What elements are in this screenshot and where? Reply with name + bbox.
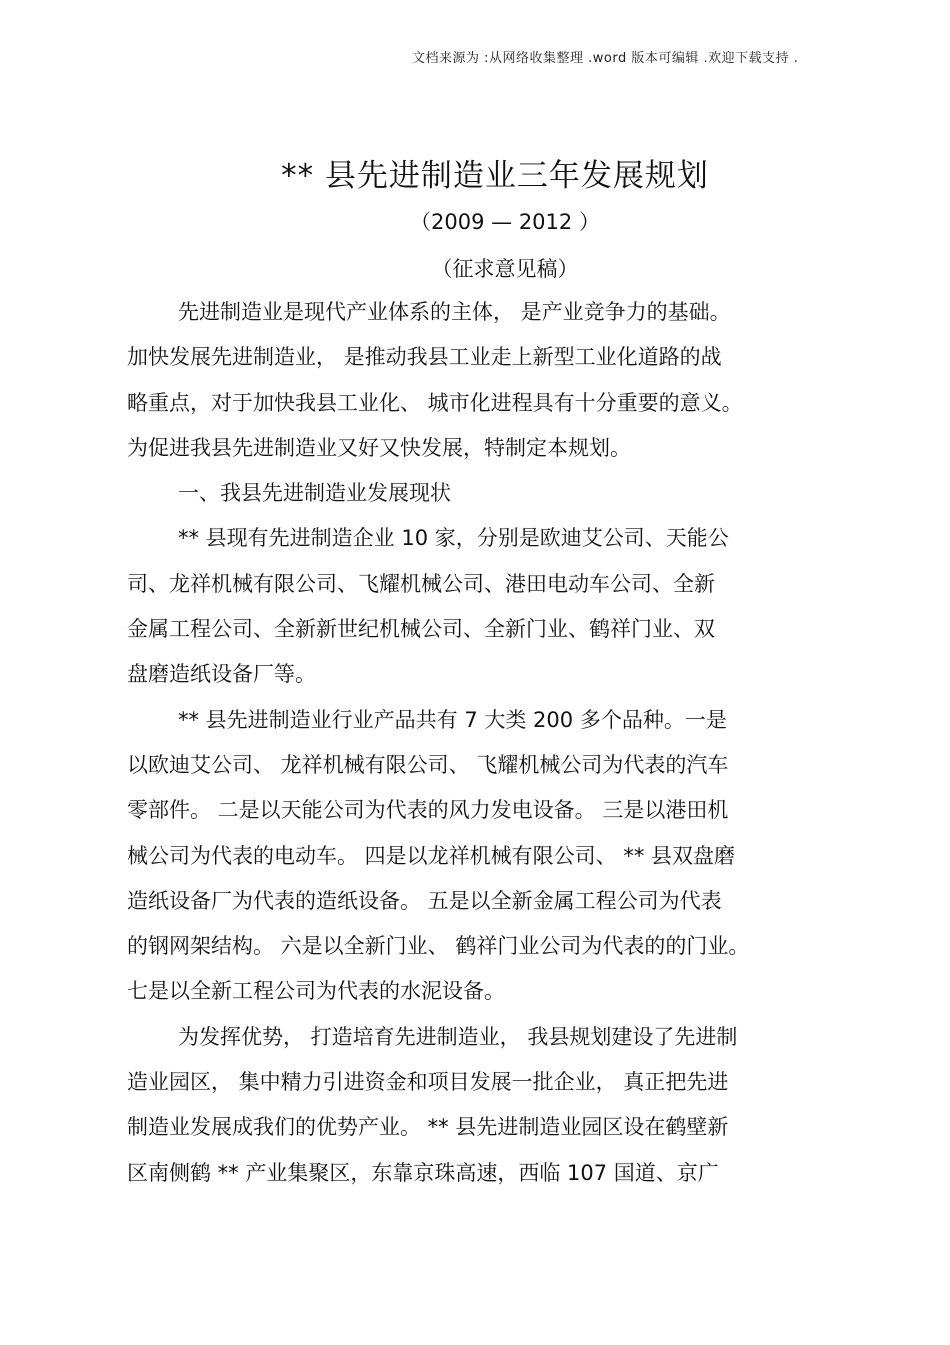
body-line: 制造业发展成我们的优势产业。 ** 县先进制造业园区设在鹤壁新 — [127, 1115, 729, 1140]
document-title: ** 县先进制造业三年发展规划 — [281, 158, 709, 194]
body-line: 盘磨造纸设备厂等。 — [127, 662, 316, 687]
body-line: 加快发展先进制造业， 是推动我县工业走上新型工业化道路的战 — [127, 345, 722, 370]
section-heading: 一、我县先进制造业发展现状 — [178, 481, 451, 506]
body-line: 为促进我县先进制造业又好又快发展，特制定本规划。 — [127, 435, 631, 460]
document-body — [127, 290, 827, 1196]
body-line: 七是以全新工程公司为代表的水泥设备。 — [127, 979, 505, 1004]
body-line: 零部件。 二是以天能公司为代表的风力发电设备。 三是以港田机 — [127, 798, 729, 823]
body-line: 造纸设备厂为代表的造纸设备。 五是以全新金属工程公司为代表 — [127, 888, 722, 913]
draft-label: （征求意见稿） — [431, 257, 579, 281]
body-line: 司、龙祥机械有限公司、飞耀机械公司、港田电动车公司、全新 — [127, 571, 715, 596]
source-note: 文档来源为 :从网络收集整理 .word 版本可编辑 .欢迎下载支持 . — [412, 51, 799, 66]
body-line: 金属工程公司、全新新世纪机械公司、全新门业、鹤祥门业、双 — [127, 617, 715, 642]
body-line: ** 县现有先进制造企业 10 家，分别是欧迪艾公司、天能公 — [178, 526, 729, 551]
body-line: 的钢网架结构。 六是以全新门业、 鹤祥门业公司为代表的的门业。 — [127, 934, 750, 959]
body-line: 以欧迪艾公司、 龙祥机械有限公司、 飞耀机械公司为代表的汽车 — [127, 752, 729, 777]
body-line: ** 县先进制造业行业产品共有 7 大类 200 多个品种。一是 — [178, 707, 727, 732]
body-line: 先进制造业是现代产业体系的主体， 是产业竞争力的基础。 — [178, 300, 731, 324]
body-line: 略重点，对于加快我县工业化、 城市化进程具有十分重要的意义。 — [127, 390, 743, 415]
body-line: 造业园区， 集中精力引进资金和项目发展一批企业， 真正把先进 — [127, 1070, 729, 1095]
body-line: 为发挥优势， 打造培育先进制造业， 我县规划建设了先进制 — [178, 1024, 738, 1049]
body-line: 区南侧鹤 ** 产业集聚区，东靠京珠高速，西临 107 国道、京广 — [127, 1160, 719, 1185]
body-line: 械公司为代表的电动车。 四是以龙祥机械有限公司、 ** 县双盘磨 — [127, 843, 736, 868]
document-years: （2009 — 2012 ） — [410, 210, 600, 234]
